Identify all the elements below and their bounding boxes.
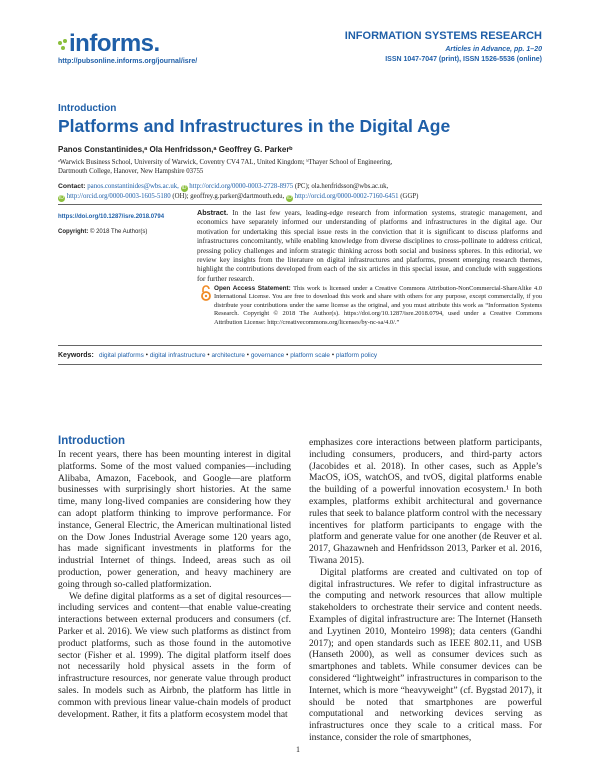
author-list: Panos Constantinides,ᵃ Ola Henfridsson,ᵃ Geoffrey G. Parkerᵇ — [58, 145, 293, 154]
orcid-icon: iD — [59, 195, 64, 201]
divider — [58, 204, 542, 205]
keyword-item[interactable]: architecture — [211, 352, 245, 359]
email-oh[interactable]: (PC); ola.henfridsson@wbs.ac.uk, — [294, 183, 389, 190]
journal-meta — [385, 45, 542, 65]
orcid-link-oh[interactable]: http://orcid.org/0000-0003-1605-5180 — [66, 193, 171, 200]
open-access-icon — [200, 285, 212, 301]
orcid-icon: iD — [287, 195, 292, 201]
affiliation-b-cont: Dartmouth College, Hanover, New Hampshire 03755 — [58, 168, 204, 175]
affiliation-a: ᵃWarwick Business School, University of Warwick, Coventry CV4 7AL, United Kingdom; — [58, 159, 307, 166]
abstract-label: Abstract. — [197, 208, 229, 217]
page-number: 1 — [296, 745, 300, 754]
contact-ggp-suffix: (GGP) — [400, 193, 419, 200]
copyright-label: Copyright: — [58, 229, 89, 235]
open-access-statement — [214, 285, 542, 327]
article-meta — [58, 210, 186, 240]
paragraph: In recent years, there has been mounting interest in digital platforms. Some of the most valued companies—including Alibaba, Amazon, Facebook, and Google—are platform businesses with surprisingly short histories. At the same time, many long-lived companies are considering how they can adopt platform thinking to improve performance. For instance, General Electric, the American multinational listed on the Dow Jones Industrial Average some 120 years ago, has made significant investments in platforms for the industrial Internet of things. Indeed, areas such as oil production, power generation, and heavy machinery are going through so-called platformization. — [58, 450, 291, 590]
affiliation-b: ᵇThayer School of Engineering, — [306, 159, 393, 166]
journal-url-link[interactable]: http://pubsonline.informs.org/journal/isre/ — [58, 58, 198, 65]
orcid-icon: iD — [181, 185, 187, 191]
issn: ISSN 1047-7047 (print), ISSN 1526-5536 (online) — [385, 56, 542, 63]
paragraph: emphasizes core interactions between platform participants, including consumers, producers, and third-party actors (Jacobides et al. 2018). In other cases, such as Apple’s MacOS, iOS, watchOS, and tvOS, digital platforms enable the building of a powerful innovation ecosystem.¹ In both examples, platforms exhibit architectural and governance rules that seek to balance platform control with the necessary incentives for platform participants to engage with the platform and generate value for one another (de Reuver et al. 2017, Ghazawneh and Henfridsson 2013, Parker et al. 2016, Tiwana 2015). — [309, 438, 542, 566]
section-label: Introduction — [58, 103, 117, 114]
paragraph: We define digital platforms as a set of digital resources—including services and content—that enable value-creating interactions between external producers and consumers (cf. Parker et al. 2016). We view such platforms as distinct from product platforms, such as those found in the automotive sector (Fisher et al. 1999). The digital platform itself does not necessarily hold physical assets in the form of infrastructure resources, nor generate value through product sales. In models such as Airbnb, the platform has little in common with previous linear value-chain models of product development. Rather, it fits a platform ecosystem model that — [58, 591, 291, 720]
journal-name: INFORMATION SYSTEMS RESEARCH — [344, 30, 542, 42]
logo-text: informs. — [69, 30, 160, 57]
orcid-link-pc[interactable]: http://orcid.org/0000-0003-2728-8975 — [189, 183, 294, 190]
keyword-item[interactable]: platform scale — [290, 352, 330, 359]
divider — [58, 345, 542, 346]
article-title: Platforms and Infrastructures in the Digital Age — [58, 116, 451, 136]
affiliations — [58, 158, 548, 176]
logo-dots-icon — [58, 39, 68, 51]
open-access-label: Open Access Statement: — [214, 285, 291, 292]
paragraph: Digital platforms are created and cultivated on top of digital infrastructures. We refer to digital infrastructure as the computing and network resources that allow multiple stakeholders to orchestrate their service and content needs. Examples of digital infrastructure are: The Internet (Hanseth and Lyytinen 2010, Monteiro 1998); data centers (Gandhi 2017); and open standards such as IEEE 802.11, and USB (Hanseth 2000), as well as consumer devices such as smartphones and tablets. While consumer devices can be considered “lightweight” infrastructures in comparison to the Internet, which is more “heavyweight” (cf. Bygstad 2017), it should be noted that smartphones are powerful computational and networking devices serving as infrastructures once they scale to a critical mass. For instance, consider the role of smartphones, — [309, 567, 542, 743]
divider — [58, 364, 542, 365]
keywords-label: Keywords: — [58, 352, 94, 359]
abstract — [197, 208, 542, 284]
contact-block — [58, 182, 548, 202]
keyword-item[interactable]: digital platforms — [99, 352, 144, 359]
articles-in-advance: Articles in Advance, pp. 1–20 — [445, 46, 542, 53]
keyword-item[interactable]: digital infrastructure — [149, 352, 206, 359]
abstract-text: In the last few years, leading-edge research from information systems, strategic management, and economics have separately informed our understanding of platforms and infrastructures in the digital age. Our motivation for undertaking this special issue rests in the conviction that it is significant to discuss platforms and infrastructures concomitantly, while enabling knowledge from diverse disciplines to cross-pollinate to address critical, pressing policy challenges and inform strategic thinking across both social and business spheres. In this editorial, we review key insights from the literature on digital infrastructures and platforms, present emerging research themes, highlight the contributions developed from each of the six articles in this special issue, and conclude with suggestions for further research. — [197, 209, 542, 283]
email-ggp[interactable]: (OH); geoffrey.g.parker@dartmouth.edu, — [172, 193, 285, 200]
body-column-left — [58, 450, 291, 721]
contact-label: Contact: — [58, 183, 86, 190]
open-access-text: This work is licensed under a Creative Commons Attribution-NonCommercial-ShareAlike 4.0 International License. You are free to download this work and share with others for any purpose, except commercially, if you distribute your contributions under the same license as the original, and you must attribute this work as “Information Systems Research. Copyright © 2018 The Author(s). https://doi.org/10.1287/isre.2018.0794, used under a Creative Commons Attribution License: http://creativecommons.org/licenses/by-nc-sa/4.0/.” — [214, 285, 542, 326]
copyright-text: © 2018 The Author(s) — [90, 229, 148, 235]
informs-logo — [58, 30, 160, 58]
body-column-right — [309, 438, 542, 745]
introduction-heading: Introduction — [58, 435, 126, 447]
keyword-item[interactable]: governance — [250, 352, 285, 359]
keywords: Keywords: digital platforms • digital infrastructure • architecture • governance • platform scale • platform policy — [58, 351, 378, 359]
orcid-link-ggp[interactable]: http://orcid.org/0000-0002-7160-6451 — [294, 193, 399, 200]
doi-link[interactable]: https://doi.org/10.1287/isre.2018.0794 — [58, 214, 165, 220]
keyword-item[interactable]: platform policy — [335, 352, 378, 359]
email-pc[interactable]: panos.constantinides@wbs.ac.uk, — [87, 183, 179, 190]
